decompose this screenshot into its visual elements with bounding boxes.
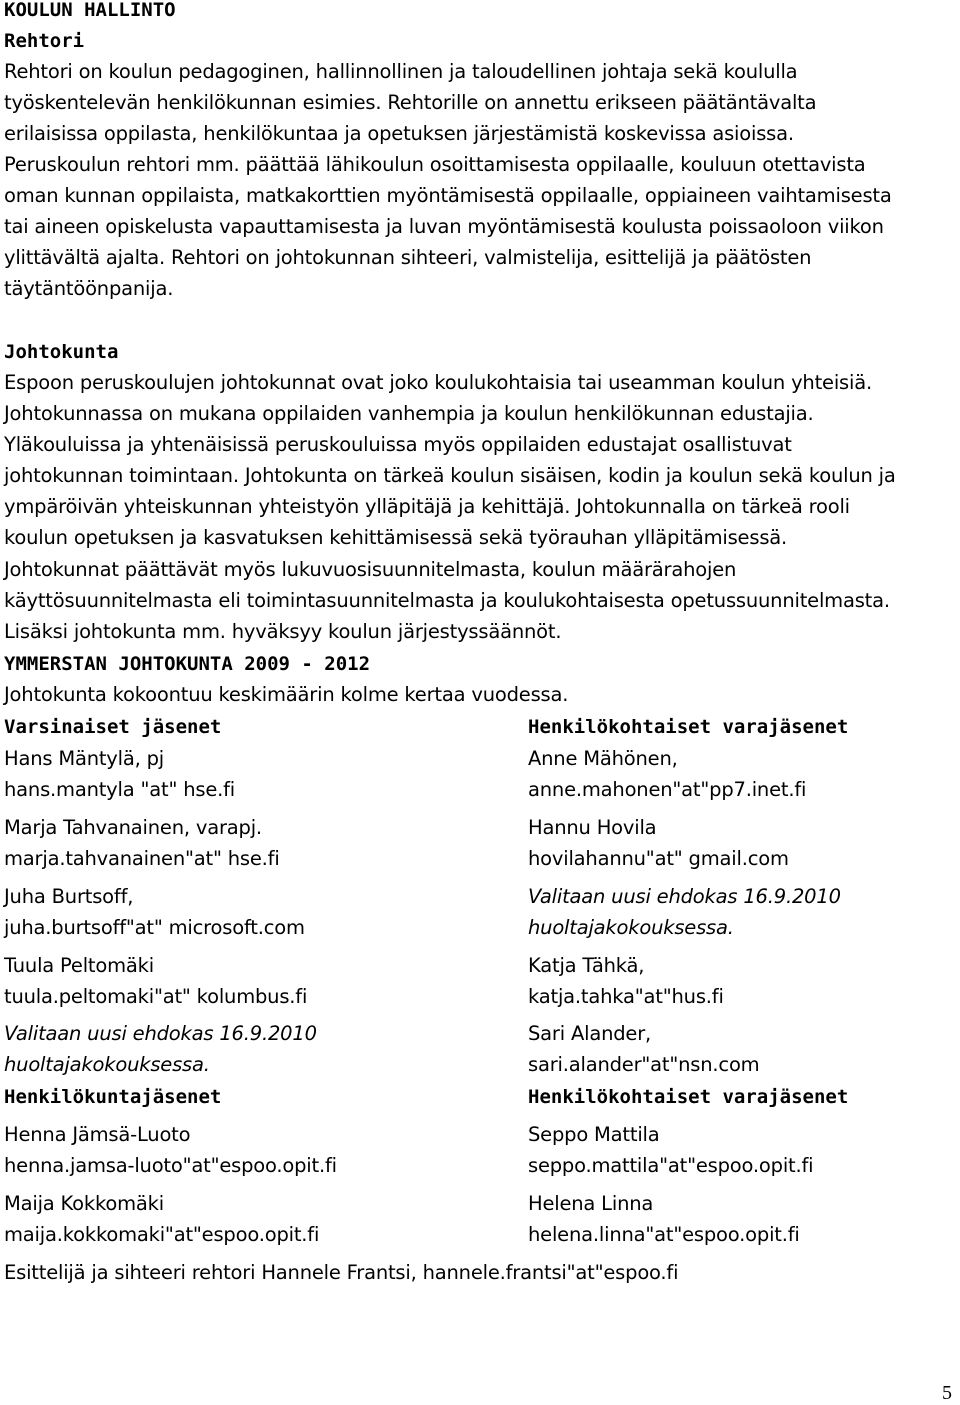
paragraph-line: Lisäksi johtokunta mm. hyväksyy koulun järjestyssäännöt.	[4, 620, 562, 643]
staff-name: Maija Kokkomäki	[4, 1192, 164, 1215]
deputy-name: Sari Alander,	[528, 1022, 652, 1045]
member-email: marja.tahvanainen"at" hse.fi	[4, 847, 280, 870]
paragraph-line: täytäntöönpanija.	[4, 277, 174, 300]
staff-email: henna.jamsa-luoto"at"espoo.opit.fi	[4, 1154, 337, 1177]
member-name: Hans Mäntylä, pj	[4, 747, 165, 770]
staff-deputy-name: Seppo Mattila	[528, 1123, 660, 1146]
deputy-name: Katja Tähkä,	[528, 954, 645, 977]
deputy-email: anne.mahonen"at"pp7.inet.fi	[528, 778, 807, 801]
deputy-name: Hannu Hovila	[528, 816, 657, 839]
member-email: tuula.peltomaki"at" kolumbus.fi	[4, 985, 308, 1008]
meeting-text: Johtokunta kokoontuu keskimäärin kolme kertaa vuodessa.	[4, 683, 569, 706]
deputy-email: huoltajakokouksessa.	[528, 916, 734, 939]
paragraph-line: työskentelevän henkilökunnan esimies. Rehtorille on annettu erikseen päätäntävalta	[4, 91, 817, 114]
paragraph-line: erilaisissa oppilasta, henkilökuntaa ja opetuksen järjestämistä koskevissa asioissa.	[4, 122, 794, 145]
ymmerstan-heading: YMMERSTAN JOHTOKUNTA 2009 - 2012	[4, 653, 371, 675]
member-email: juha.burtsoff"at" microsoft.com	[4, 916, 305, 939]
staff-name: Henna Jämsä-Luoto	[4, 1123, 191, 1146]
paragraph-line: Johtokunnassa on mukana oppilaiden vanhempia ja koulun henkilökunnan edustajia.	[4, 402, 814, 425]
page-number: 5	[942, 1382, 952, 1404]
deputy-name: Anne Mähönen,	[528, 747, 678, 770]
member-name: Juha Burtsoff,	[4, 885, 134, 908]
paragraph-line: käyttösuunnitelmasta eli toimintasuunnitelmasta ja koulukohtaisesta opetussuunnitelmasta.	[4, 589, 890, 612]
member-name: Marja Tahvanainen, varapj.	[4, 816, 262, 839]
staff-deputy-email: helena.linna"at"espoo.opit.fi	[528, 1223, 800, 1246]
paragraph-line: Espoon peruskoulujen johtokunnat ovat joko koulukohtaisia tai useamman koulun yhteisiä.	[4, 371, 872, 394]
paragraph-line: koulun opetuksen ja kasvatuksen kehittämisessä sekä työrauhan ylläpitämisessä.	[4, 526, 788, 549]
paragraph-line: johtokunnan toimintaan. Johtokunta on tärkeä koulun sisäisen, kodin ja koulun sekä koulun ja	[4, 464, 896, 487]
member-name: Valitaan uusi ehdokas 16.9.2010	[4, 1022, 317, 1045]
deputy-email: sari.alander"at"nsn.com	[528, 1053, 760, 1076]
staff-email: maija.kokkomaki"at"espoo.opit.fi	[4, 1223, 320, 1246]
staff-right-header: Henkilökohtaiset varajäsenet	[528, 1086, 849, 1108]
paragraph-line: Yläkouluissa ja yhtenäisissä peruskouluissa myös oppilaiden edustajat osallistuvat	[4, 433, 792, 456]
footer-text: Esittelijä ja sihteeri rehtori Hannele Frantsi, hannele.frantsi"at"espoo.fi	[4, 1261, 679, 1284]
paragraph-line: Peruskoulun rehtori mm. päättää lähikoulun osoittamisesta oppilaalle, kouluun otettavista	[4, 153, 866, 176]
deputy-email: katja.tahka"at"hus.fi	[528, 985, 724, 1008]
staff-left-header: Henkilökuntajäsenet	[4, 1086, 222, 1108]
member-name: Tuula Peltomäki	[4, 954, 154, 977]
staff-deputy-email: seppo.mattila"at"espoo.opit.fi	[528, 1154, 814, 1177]
staff-deputy-name: Helena Linna	[528, 1192, 654, 1215]
main-heading: KOULUN HALLINTO	[4, 0, 176, 21]
rehtori-heading: Rehtori	[4, 30, 85, 52]
members-right-header: Henkilökohtaiset varajäsenet	[528, 716, 849, 738]
deputy-name: Valitaan uusi ehdokas 16.9.2010	[528, 885, 841, 908]
paragraph-line: tai aineen opiskelusta vapauttamisesta ja luvan myöntämisestä koulusta poissaoloon viikon	[4, 215, 884, 238]
paragraph-line: oman kunnan oppilaista, matkakorttien myöntämisestä oppilaalle, oppiaineen vaihtamisesta	[4, 184, 892, 207]
paragraph-line: Rehtori on koulun pedagoginen, hallinnollinen ja taloudellinen johtaja sekä koululla	[4, 60, 798, 83]
member-email: huoltajakokouksessa.	[4, 1053, 210, 1076]
johtokunta-heading: Johtokunta	[4, 341, 119, 363]
member-email: hans.mantyla "at" hse.fi	[4, 778, 236, 801]
paragraph-line: Johtokunnat päättävät myös lukuvuosisuunnitelmasta, koulun määrärahojen	[4, 558, 737, 581]
members-left-header: Varsinaiset jäsenet	[4, 716, 222, 738]
paragraph-line: ympäröivän yhteiskunnan yhteistyön ylläpitäjä ja kehittäjä. Johtokunnalla on tärkeä rooli	[4, 495, 850, 518]
deputy-email: hovilahannu"at" gmail.com	[528, 847, 789, 870]
paragraph-line: ylittävältä ajalta. Rehtori on johtokunnan sihteeri, valmistelija, esittelijä ja päätösten	[4, 246, 812, 269]
